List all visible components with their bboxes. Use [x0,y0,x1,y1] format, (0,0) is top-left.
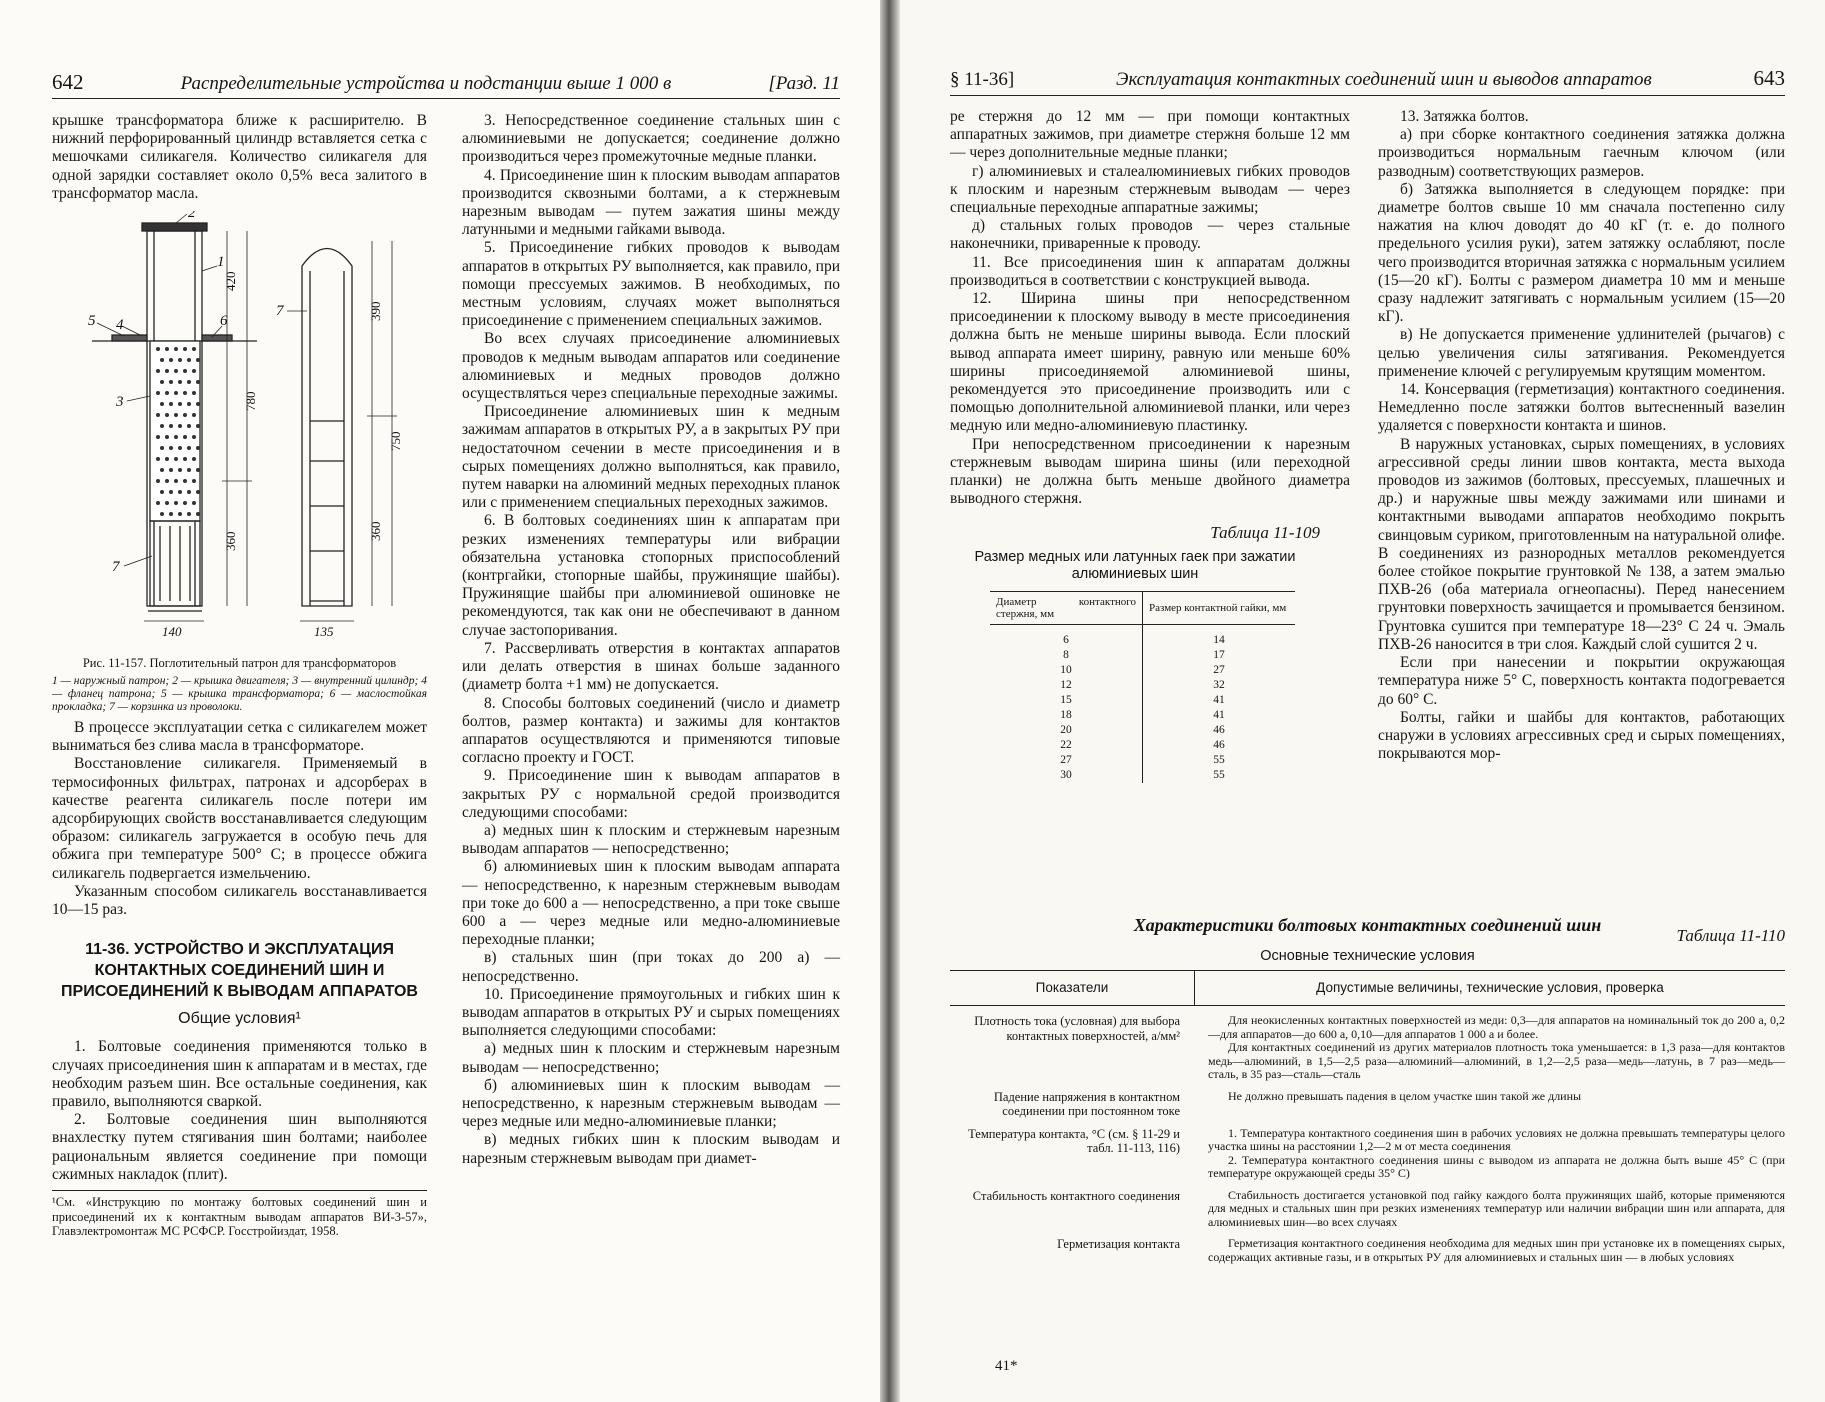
value-paragraph: 1. Температура контактного соединения шин в рабочих условиях не должна превышать температуры целого участка шины на расстоянии 1,2—2 м от места соединения [1208,1125,1785,1153]
value-paragraph: Не должно превышать падения в целом участке шин такой же длины [1228,1088,1582,1103]
table-row [990,624,1295,648]
table-11-110 [950,915,1785,1264]
perforation-dot [178,446,182,450]
perforation-dot [192,479,196,483]
diameter-cell: 10 [1060,663,1072,676]
value-cell [1194,1189,1785,1230]
value-paragraph: Для неокисленных контактных поверхностей из меди: 0,3—для аппаратов на номинальный ток до 200 а, 0,2—для аппаратов—до 600 а, 0,10—для аппаратов 1 000 а и более. [1208,1013,1785,1041]
perforation-dot [187,512,191,516]
paragraph: 9. Присоединение шин к выводам аппаратов в закрытых РУ с нормальной средой производится следующими способами: [462,767,840,821]
perforation-dot [160,446,164,450]
perforation-dot [174,347,178,351]
value-paragraph: Стабильность достигается установкой под гайку каждого болта пружинящих шайб, которые применяются для медных и стальных шин при резких изменениях температур или наличии вибрации шин или аппарата, для алюминиевых шин—во всех случаях [1208,1187,1785,1229]
table-number: Таблица 11-109 [1210,523,1320,543]
book-gutter [880,0,900,1402]
indicator-cell: Плотность тока (условная) для выбора контактных поверхностей, а/мм² [974,1014,1180,1043]
paragraph: 7. Рассверливать отверстия в контактах аппаратов или делать отверстия в шинах больше заданного (диаметр болта +1 мм) не допускается. [462,639,840,694]
perforation-dot [160,358,164,362]
table-row [950,1090,1785,1119]
perforation-dot [183,369,187,373]
perforation-dot [174,413,178,417]
diameter-cell: 8 [1063,648,1069,661]
right-page [900,0,1825,1402]
table-subtitle: Основные технические условия [1260,948,1475,964]
perforation-dot [169,424,173,428]
dimension-label: 390 [368,301,383,322]
paragraph: Если при нанесении и покрытии окружающая температура ниже 5° С, поверхность контакта подогревается до 60° С. [1378,654,1785,708]
paragraph: крышке трансформатора ближе к расширителю. В нижний перфорированный цилиндр вставляется сетка с мешочками силикагеля. Количество силикагеля для одной зарядки составляет около 0,5% веса залитого в трансформатор масла. [52,112,427,202]
table-11-109 [950,524,1350,782]
left-page-header [52,70,840,95]
callout-label: 4 [116,317,124,334]
paragraph: 3. Непосредственное соединение стальных шин с алюминиевыми не допускается; соединение должно производиться через промежуточные медные планки. [462,112,840,166]
perforation-dot [174,435,178,439]
paragraph: Болты, гайки и шайбы для контактов, работающих снаружи в условиях агрессивных сред и сырых помещениях, покрываются мор- [1378,708,1785,763]
perforation-dot [169,446,173,450]
perforation-dot [187,402,191,406]
perforation-dot [156,347,160,351]
perforation-dot [178,468,182,472]
right-col-2 [1378,108,1785,763]
perforation-dot [178,512,182,516]
paragraph: в) стальных шин (при токах до 200 а) — непосредственно. [462,949,840,985]
paragraph: в) медных гибких шин к плоским выводам и нарезным стержневым выводам при диамет- [462,1131,840,1167]
perforation-dot [196,446,200,450]
perforation-dot [165,391,169,395]
perforation-dot [165,413,169,417]
paragraph: При непосредственном присоединении к нарезным стержневым выводам ширина шины (или переходной планки) не должна быть меньше двойного диаметра выводного стержня. [950,435,1350,508]
perforation-dot [174,501,178,505]
perforation-dot [192,369,196,373]
section-ref: § 11-36] [950,69,1015,90]
table-row [990,663,1295,678]
callout-label: 2 [188,211,196,222]
perforation-dot [183,479,187,483]
perforation-dot [183,391,187,395]
paragraph: 12. Ширина шины при непосредственном присоединении к плоскому выводу в месте присоединения должна быть не меньше ширины вывода. Если плоский вывод аппарата имеет ширину, равную или меньше 60% ширины присоединяемой алюминиевой шины, рекомендуется это присоединение производить или с помощью дополнительной алюминиевой планки, или через медную или медно-алюминиевую пластинку. [950,290,1350,435]
perforation-dot [187,490,191,494]
figure-caption: Рис. 11-157. Поглотительный патрон для трансформаторов [82,656,397,671]
diameter-cell: 27 [1060,753,1072,766]
value-cell [1194,1237,1785,1264]
nut-size-cell: 17 [1143,648,1296,663]
table-row [950,1189,1785,1230]
perforation-dot [196,468,200,472]
perforation-dot [183,457,187,461]
paragraph: 8. Способы болтовых соединений (число и диаметр болтов, размер контакта) и зажимы для контактов аппаратов осуществляются и применяются типовые согласно проекту и ГОСТ. [462,694,840,767]
section-heading: 11-36. УСТРОЙСТВО И ЭКСПЛУАТАЦИЯ КОНТАКТНЫХ СОЕДИНЕНИЙ ШИН И ПРИСОЕДИНЕНИЙ К ВЫВОДАМ АППАРАТОВ [61,941,418,1001]
perforation-dot [165,479,169,483]
dimension-label: 360 [223,531,238,552]
paragraph: Указанным способом силикагель восстанавливается 10—15 раз. [52,882,427,919]
paragraph: 10. Присоединение прямоугольных и гибких шин к выводам аппаратов в открытых РУ и сырых помещениях выполняется следующими способами: [462,985,840,1040]
perforation-dot [169,380,173,384]
nut-size-cell: 41 [1143,708,1296,723]
paragraph: б) алюминиевых шин к плоским выводам аппарата — непосредственно, к нарезным стержневым выводам при токе до 600 а — непосредственно, а при токе свыше 600 а — через медные или медно-алюминиевые переходные планки; [462,858,840,949]
perforation-dot [174,457,178,461]
indicator-cell: Температура контакта, °С (см. § 11-29 и табл. 11-113, 116) [968,1126,1180,1155]
right-col-1 [950,108,1350,783]
table-title: Характеристики болтовых контактных соединений шин [1133,915,1602,935]
table-row [990,738,1295,753]
diameter-cell: 18 [1060,708,1072,721]
paragraph: Присоединение алюминиевых шин к медным зажимам аппаратов в открытых РУ, а в закрытых РУ при недостаточном сечении в месте присоединения и в сырых помещениях должно выполняться, как правило, путем наварки на алюминий медных переходных планок или с применением специальных переходных зажимов. [462,403,840,512]
paragraph: 2. Болтовые соединения шин выполняются внахлестку путем стягивания шин болтами; наиболее рациональным является соединение при помощи сжимных накладок (плит). [52,1111,427,1183]
nut-size-cell: 41 [1143,693,1296,708]
left-col-2 [462,112,840,1168]
column-header: Показатели [950,971,1195,1006]
callout-label: 6 [220,313,228,330]
paragraph: б) Затяжка выполняется в следующем порядке: при диаметре болтов свыше 10 мм сначала постепенно силу нажатия на ключ доводят до 40 кГ (т. е. до полного предельного усилия руки), затем затяжку ослабляют, после чего производится вторичная затяжка с нормальным усилием (15—20 кГ). Болты с размером диаметра 10 мм и меньше сразу надлежит затягивать с нормальным усилием (15—20 кГ). [1378,180,1785,326]
diameter-cell: 22 [1060,738,1072,751]
paragraph: В наружных установках, сырых помещениях, в условиях агрессивной среды линии швов контакта, места выхода проводов из зажимов (болтовых, прессуемых, плашечных и др.) и наружные швы между зажимами или шинами и контактными выводами аппаратов необходимо покрыть свинцовым суриком, приготовленным на натуральной олифе. В соединениях из разнородных металлов рекомендуется более стойкое покрытие грунтовкой № 138, а затем эмалью ПХВ-26 (оба материала огнеопасны). Перед нанесением грунтовки поверхность зачищается и промывается бензином. Грунтовка сушится при температуре 18—23° С 24 ч. Эмаль ПХВ-26 наносится в три слоя. Каждый слой сушится 2 ч. [1378,435,1785,653]
paragraph: д) стальных голых проводов — через стальные наконечники, приваренные к проводу. [950,217,1350,253]
perforation-dot [192,457,196,461]
perforation-dot [187,446,191,450]
perforation-dot [165,457,169,461]
perforation-dot [165,347,169,351]
column-header: Диаметр контактного стержня, мм [990,591,1143,624]
nut-size-cell: 46 [1143,738,1296,753]
dimension-label: 140 [162,624,182,640]
figure-legend: 1 — наружный патрон; 2 — крышка двигателя; 3 — внутренний цилиндр; 4 — фланец патрона; 5 — крышка трансформатора; 6 — маслостойкая прокладка; 7 — корзинка из проволоки. [52,674,427,713]
value-paragraph: Герметизация контактного соединения необходима для медных шин при установке их в помещениях сырых, содержащих активные газы, и в открытых РУ для алюминиевых и стальных шин — в любых условиях [1208,1236,1785,1264]
value-cell [1194,1014,1785,1082]
nut-size-cell: 32 [1143,678,1296,693]
paragraph: в) Не допускается применение удлинителей (рычагов) с целью увеличения силы затягивания. Рекомендуется применение ключей с регулируемым крутящим моментом. [1378,326,1785,380]
signature-mark: 41* [995,1358,1018,1374]
perforation-dot [160,402,164,406]
perforation-dot [183,435,187,439]
paragraph: 14. Консервация (герметизация) контактного соединения. Немедленно после затяжки болтов вытесненный вазелин удаляется с поверхности контакта и шинов. [1378,381,1785,435]
paragraph: г) алюминиевых и сталеалюминиевых гибких проводов к плоским и нарезным стержневым выводам — через специальные переходные аппаратные зажимы; [950,162,1350,217]
perforation-dot [178,490,182,494]
paragraph: б) алюминиевых шин к плоским выводам — непосредственно, к нарезным стержневым выводам — через медные или медно-алюминиевые планки; [462,1076,840,1131]
paragraph: а) медных шин к плоским и стержневым нарезным выводам — непосредственно; [462,1040,840,1076]
diameter-cell: 6 [1063,633,1069,646]
perforation-dot [178,358,182,362]
perforation-dot [156,413,160,417]
perforation-dot [169,512,173,516]
indicator-cell: Герметизация контакта [1057,1237,1180,1251]
subheading: Общие условия¹ [178,1010,301,1028]
nut-size-cell: 55 [1143,768,1296,783]
diameter-cell: 12 [1060,678,1072,691]
paragraph: ре стержня до 12 мм — при помощи контактных аппаратных зажимов, при диаметре стержня больше 12 мм — через дополнительные медные планки; [950,108,1350,162]
nut-size-cell: 27 [1143,663,1296,678]
perforation-dot [156,457,160,461]
paragraph: 4. Присоединение шин к плоским выводам аппаратов производится сквозными болтами, а к стержневым нарезным выводам — путем зажатия шины между латунными и медными гайками вывода. [462,166,840,239]
paragraph: 5. Присоединение гибких проводов к выводам аппаратов в открытых РУ выполняется, как правило, при помощи прессуемых зажимов. В необходимых, по местным условиям, случаях может выполняться присоединение с применением специальных зажимов. [462,239,840,330]
paragraph: 1. Болтовые соединения применяются только в случаях присоединения шин к аппаратам и в местах, где необходим разъем шин. Все остальные соединения, как правило, выполняются сваркой. [52,1038,427,1111]
table-body [990,624,1295,783]
running-title: Распределительные устройства и подстанции выше 1 000 в [180,73,672,94]
paragraph: а) медных шин к плоским и стержневым нарезным выводам аппаратов — непосредственно; [462,821,840,858]
indicator-cell: Падение напряжения в контактном соединении при постоянном токе [993,1089,1180,1118]
paragraph: 13. Затяжка болтов. [1400,108,1529,125]
table-row [950,1237,1785,1264]
footnote: ¹См. «Инструкцию по монтажу болтовых соединений шин и присоединений их к контактным выводам аппаратов ВИ-3-57», Главэлектромонтаж МС РСФСР. Госстройиздат, 1958. [52,1190,427,1239]
absorber-cartridge-drawing [52,211,427,651]
paragraph: Во всех случаях присоединение алюминиевых проводов к медным выводам аппаратов или соединение алюминиевых и медных проводов должно осуществляться через специальные переходные зажимы. [462,330,840,403]
perforation-dot [174,479,178,483]
left-col-1 [52,112,427,1239]
perforation-dot [174,391,178,395]
perforation-dot [187,424,191,428]
table-number: Таблица 11-110 [1676,925,1785,945]
callout-label: 3 [116,394,124,411]
perforation-dot [196,402,200,406]
dimension-label: 135 [314,624,334,640]
perforation-dot [156,391,160,395]
dimension-label: 780 [243,391,258,412]
paragraph: В процессе эксплуатации сетка с силикагелем может выниматься без слива масла в трансформаторе. [52,719,427,755]
perforation-dot [183,413,187,417]
running-title: Эксплуатация контактных соединений шин и выводов аппаратов [1116,69,1652,90]
indicator-cell: Стабильность контактного соединения [972,1188,1180,1203]
left-page [0,0,880,1402]
perforation-dot [183,347,187,351]
perforation-dot [196,380,200,384]
nut-size-cell: 14 [1143,624,1296,648]
perforation-dot [187,358,191,362]
perforation-dot [165,369,169,373]
table-row [990,723,1295,738]
value-paragraph: Для контактных соединений из других материалов плотность тока уменьшается: в 1,3 раза—для контактов медь—алюминий, в 1,5—2,5 раза—алюминий—алюминий, в 1,2—2,5 раза—медь—латунь, в 7 раз—медь—сталь, в 35 раз—сталь—сталь [1208,1040,1785,1081]
callout-label: 7 [276,303,284,320]
perforation-dot [160,468,164,472]
diameter-cell: 30 [1060,768,1072,781]
table-row [990,768,1295,783]
perforation-dot [160,424,164,428]
nut-size-cell: 55 [1143,753,1296,768]
perforation-dot [196,358,200,362]
perforation-dot [192,347,196,351]
perforation-dot [178,380,182,384]
page-number: 643 [1753,66,1785,90]
table-body [950,1014,1785,1264]
paragraph: 6. В болтовых соединениях шин к аппаратам при резких изменениях температуры или вибрации обязательна установка стопорных приспособлений (контргайки, стопорные шайбы, пружинящие шайбы). Пружинящие шайбы при алюминиевой ошиновке не рекомендуются, так как они не обеспечивают в данном случае застопоривания. [462,512,840,639]
page-number: 642 [52,70,84,94]
dimension-label: 420 [223,271,238,292]
paragraph: Восстановление силикагеля. Применяемый в термосифонных фильтрах, патронах и адсорберах в качестве реагента силикагель после потери им адсорбирующих свойств восстанавливается следующим образом: силикагель загружается в особую печь для обжига при температуре 500° С; в процессе обжига силикагель подвергается измельчению. [52,755,427,882]
perforation-dot [169,402,173,406]
table-row [950,1014,1785,1082]
table-row [990,678,1295,693]
callout-label: 1 [217,254,225,271]
perforation-dot [160,512,164,516]
perforation-dot [187,468,191,472]
callout-label: 5 [88,313,96,330]
dimension-label: 360 [368,521,383,542]
perforation-dot [156,501,160,505]
value-cell [1194,1127,1785,1181]
perforation-dot [178,424,182,428]
perforation-dot [192,391,196,395]
value-cell [1194,1090,1785,1119]
perforation-dot [178,402,182,406]
paragraph: а) при сборке контактного соединения затяжка должна производиться нормальным гаечным ключом (или разводным) соответствующих размеров. [1378,126,1785,180]
perforation-dot [192,413,196,417]
dimension-label: 750 [388,431,403,452]
perforation-dot [165,501,169,505]
perforation-dot [160,490,164,494]
perforation-dot [196,490,200,494]
table-header-row [950,970,1785,1007]
perforation-dot [196,512,200,516]
header-rule [950,95,1785,96]
perforation-dot [169,490,173,494]
perforation-dot [196,424,200,428]
table-row [990,753,1295,768]
table-row [990,708,1295,723]
perforation-dot [192,501,196,505]
nut-size-table [990,591,1295,783]
right-page-header [950,66,1785,91]
perforation-dot [187,380,191,384]
value-paragraph: 2. Температура контактного соединения шины с выводом из аппарата не должна быть выше 45° С (при температуре окружающей среды 35° С) [1208,1152,1785,1180]
paragraph: 11. Все присоединения шин к аппаратам должны производиться в соответствии с конструкцией вывода. [950,253,1350,289]
nut-size-cell: 46 [1143,723,1296,738]
perforation-dot [183,501,187,505]
diameter-cell: 20 [1060,723,1072,736]
perforation-dot [174,369,178,373]
perforation-dot [165,435,169,439]
perforation-dot [169,358,173,362]
diameter-cell: 15 [1060,693,1072,706]
perforation-dot [169,468,173,472]
table-row [950,1127,1785,1181]
section-ref: [Разд. 11 [768,73,840,94]
perforation-dot [156,369,160,373]
header-rule [52,98,840,99]
table-row [990,693,1295,708]
perforation-dot [156,435,160,439]
column-header: Размер контактной гайки, мм [1143,591,1296,624]
perforation-dot [156,479,160,483]
callout-label: 7 [112,559,120,576]
perforation-dot [192,435,196,439]
table-caption: Размер медных или латунных гаек при зажатии алюминиевых шин [974,548,1296,582]
perforation-dot [160,380,164,384]
figure-11-157 [52,211,427,713]
table-row [990,648,1295,663]
column-header: Допустимые величины, технические условия, проверка [1316,979,1664,995]
